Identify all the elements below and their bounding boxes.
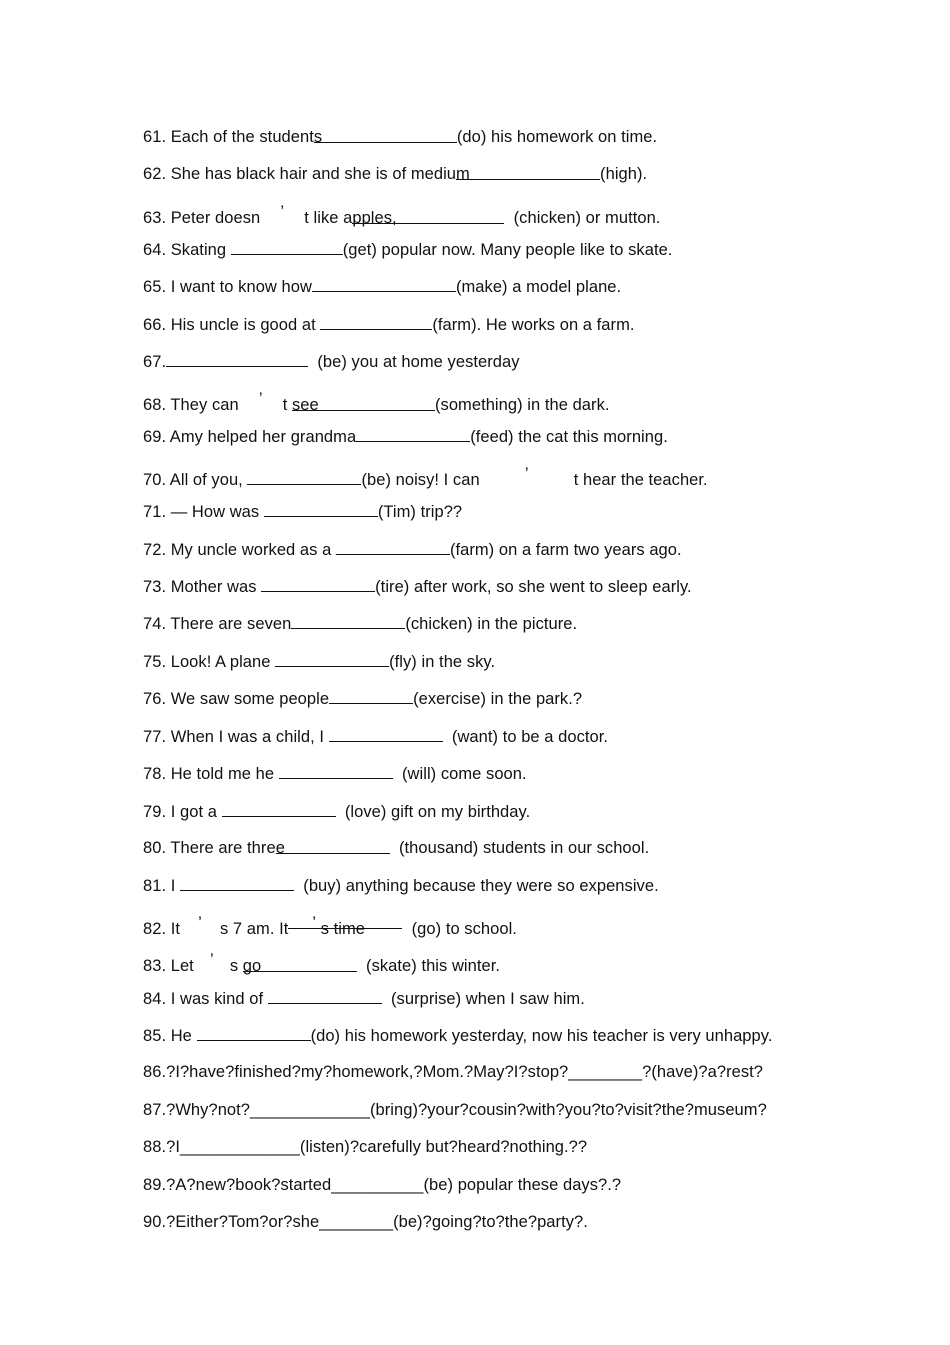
question-hint: (Tim) trip?? (377, 503, 463, 521)
question-82 (143, 911, 923, 938)
answer-blank[interactable] (291, 611, 405, 629)
answer-blank[interactable] (222, 799, 336, 817)
question-83 (143, 948, 923, 975)
question-hint: ?(have)?a?rest? (642, 1063, 764, 1081)
answer-blank[interactable] (197, 1023, 311, 1041)
apostrophe-glyph: ’ (198, 914, 202, 932)
question-68 (143, 387, 923, 414)
question-text: 73. Mother was (143, 578, 262, 596)
question-63 (143, 200, 923, 227)
question-79 (143, 799, 923, 823)
question-text: 88.?I (143, 1138, 180, 1156)
answer-blank[interactable] (231, 237, 343, 255)
question-hint: (do) his homework on time. (456, 128, 658, 146)
question-hint: (buy) anything because they were so expensive. (303, 877, 659, 895)
question-67 (143, 349, 923, 373)
question-hint: (make) a model plane. (455, 278, 622, 296)
answer-blank[interactable] (261, 574, 375, 592)
answer-blank[interactable] (456, 162, 600, 183)
question-88 (143, 1135, 923, 1159)
question-90 (143, 1210, 923, 1234)
answer-blank[interactable] (264, 499, 378, 517)
question-text: 86.?I?have?finished?my?homework,?Mom.?May?I?stop? (143, 1063, 569, 1081)
question-70 (143, 462, 923, 489)
question-text: s 7 am. It (220, 920, 289, 938)
question-text: 66. His uncle is good at (143, 316, 321, 334)
answer-blank[interactable]: ________ (319, 1213, 394, 1231)
question-text: 68. They can (143, 396, 239, 414)
question-text: 82. It (143, 920, 180, 938)
question-61 (143, 125, 923, 149)
question-62 (143, 162, 923, 186)
question-hint: (be) you at home yesterday (317, 353, 520, 371)
question-text: 62. She has black hair and she is of mediu (143, 165, 457, 183)
question-hint: (high). (600, 165, 648, 183)
blank-prefilled-text: go (242, 957, 262, 975)
question-text: 85. He (143, 1027, 197, 1045)
question-hint: (be) popular these days?.? (423, 1176, 622, 1194)
question-text: t like a (304, 209, 353, 227)
question-87 (143, 1098, 923, 1122)
blank-prefilled-text: s time (320, 920, 366, 938)
question-86 (143, 1060, 923, 1084)
answer-blank[interactable]: _____________ (179, 1138, 300, 1156)
question-hint: (will) come soon. (402, 765, 527, 783)
question-hint: (listen)?carefully but?heard?nothing.?? (299, 1138, 588, 1156)
question-text: 81. I (143, 877, 180, 895)
question-text: 72. My uncle worked as a (143, 541, 336, 559)
question-89 (143, 1173, 923, 1197)
question-73 (143, 574, 923, 598)
question-72 (143, 537, 923, 561)
apostrophe-glyph: ’ (524, 465, 529, 483)
question-text: 80. There are thre (143, 839, 276, 857)
question-hint: (farm) on a farm two years ago. (449, 541, 682, 559)
question-text: 64. Skating (143, 241, 231, 259)
question-text: 71. — How was (143, 503, 264, 521)
answer-blank[interactable] (268, 986, 382, 1004)
answer-blank[interactable] (329, 724, 443, 742)
question-hint: (feed) the cat this morning. (470, 428, 668, 446)
question-text: 83. Let (143, 957, 194, 975)
question-text: 84. I was kind of (143, 990, 268, 1008)
answer-blank[interactable] (279, 761, 393, 779)
answer-blank[interactable] (291, 393, 435, 414)
question-66 (143, 312, 923, 336)
question-78 (143, 761, 923, 785)
question-hint: (do) his homework yesterday, now his teacher is very unhappy. (310, 1027, 773, 1045)
apostrophe-glyph: ’ (312, 914, 317, 932)
question-hint: (exercise) in the park.? (413, 690, 583, 708)
blank-prefilled-text: see (291, 396, 319, 414)
question-hint: (go) to school. (411, 920, 517, 938)
answer-blank[interactable] (166, 349, 308, 367)
question-hint: (chicken) or mutton. (513, 209, 661, 227)
answer-blank[interactable]: __________ (331, 1176, 424, 1194)
answer-blank[interactable] (247, 467, 361, 485)
question-text: 67. (143, 353, 167, 371)
question-hint: (surprise) when I saw him. (391, 990, 585, 1008)
question-hint: (get) popular now. Many people like to skate. (342, 241, 673, 259)
question-84 (143, 986, 923, 1010)
question-85 (143, 1023, 923, 1047)
answer-blank[interactable] (288, 911, 402, 938)
question-76 (143, 686, 923, 710)
question-hint: (skate) this winter. (366, 957, 500, 975)
answer-blank[interactable] (336, 537, 450, 555)
apostrophe-glyph: ’ (209, 951, 214, 969)
question-71 (143, 499, 923, 523)
question-hint: (thousand) students in our school. (398, 839, 650, 857)
answer-blank[interactable] (329, 686, 413, 704)
answer-blank[interactable] (320, 312, 432, 330)
answer-blank[interactable] (275, 836, 390, 857)
question-text: 61. Each of the student (143, 128, 314, 146)
question-80 (143, 836, 923, 860)
question-hint: (be)?going?to?the?party?. (393, 1213, 588, 1231)
apostrophe-glyph: ’ (280, 203, 285, 221)
question-hint: (chicken) in the picture. (405, 615, 578, 633)
question-hint: (fly) in the sky. (389, 653, 496, 671)
question-text: 75. Look! A plane (143, 653, 276, 671)
question-text: 87.?Why?not? (143, 1101, 251, 1119)
question-65 (143, 274, 923, 298)
question-69 (143, 424, 923, 448)
question-hint: (farm). He works on a farm. (432, 316, 635, 334)
question-64 (143, 237, 923, 261)
question-81 (143, 873, 923, 897)
question-hint: (be) noisy! I can (361, 471, 480, 489)
question-text: 69. Amy helped her grandma (143, 428, 357, 446)
answer-blank[interactable] (275, 649, 389, 667)
question-text: 70. All of you, (143, 471, 248, 489)
question-text: 78. He told me he (143, 765, 279, 783)
question-74 (143, 611, 923, 635)
answer-blank[interactable]: ________ (568, 1063, 643, 1081)
question-hint: (bring)?your?cousin?with?you?to?visit?the?museum? (369, 1101, 767, 1119)
answer-blank[interactable] (242, 954, 357, 975)
answer-blank[interactable] (180, 873, 294, 891)
question-text: 89.?A?new?book?started (143, 1176, 332, 1194)
question-text: 76. We saw some people (143, 690, 330, 708)
answer-blank[interactable] (312, 274, 456, 292)
question-text: 65. I want to know how (143, 278, 312, 296)
question-text: s (229, 957, 243, 975)
answer-blank[interactable]: _____________ (250, 1101, 370, 1119)
question-text: 63. Peter doesn (143, 209, 261, 227)
question-hint: (something) in the dark. (434, 396, 610, 414)
answer-blank[interactable] (352, 206, 504, 227)
question-hint: (want) to be a doctor. (451, 728, 609, 746)
blank-prefilled-text: pples, (352, 209, 397, 227)
question-hint: (love) gift on my birthday. (344, 803, 531, 821)
question-77 (143, 724, 923, 748)
apostrophe-glyph: ’ (258, 390, 263, 408)
blank-prefilled-text: m (456, 165, 470, 183)
answer-blank[interactable] (356, 424, 470, 442)
question-75 (143, 649, 923, 673)
question-text: 90.?Either?Tom?or?she (143, 1213, 320, 1231)
question-text: 79. I got a (143, 803, 222, 821)
question-hint: (tire) after work, so she went to sleep early. (375, 578, 692, 596)
blank-prefilled-text: s (313, 128, 323, 146)
blank-prefilled-text: e (275, 839, 285, 857)
answer-blank[interactable] (313, 125, 457, 146)
question-text: 74. There are seven (143, 615, 292, 633)
question-text: t (282, 396, 292, 414)
question-text: 77. When I was a child, I (143, 728, 329, 746)
question-hint: t hear the teacher. (573, 471, 708, 489)
